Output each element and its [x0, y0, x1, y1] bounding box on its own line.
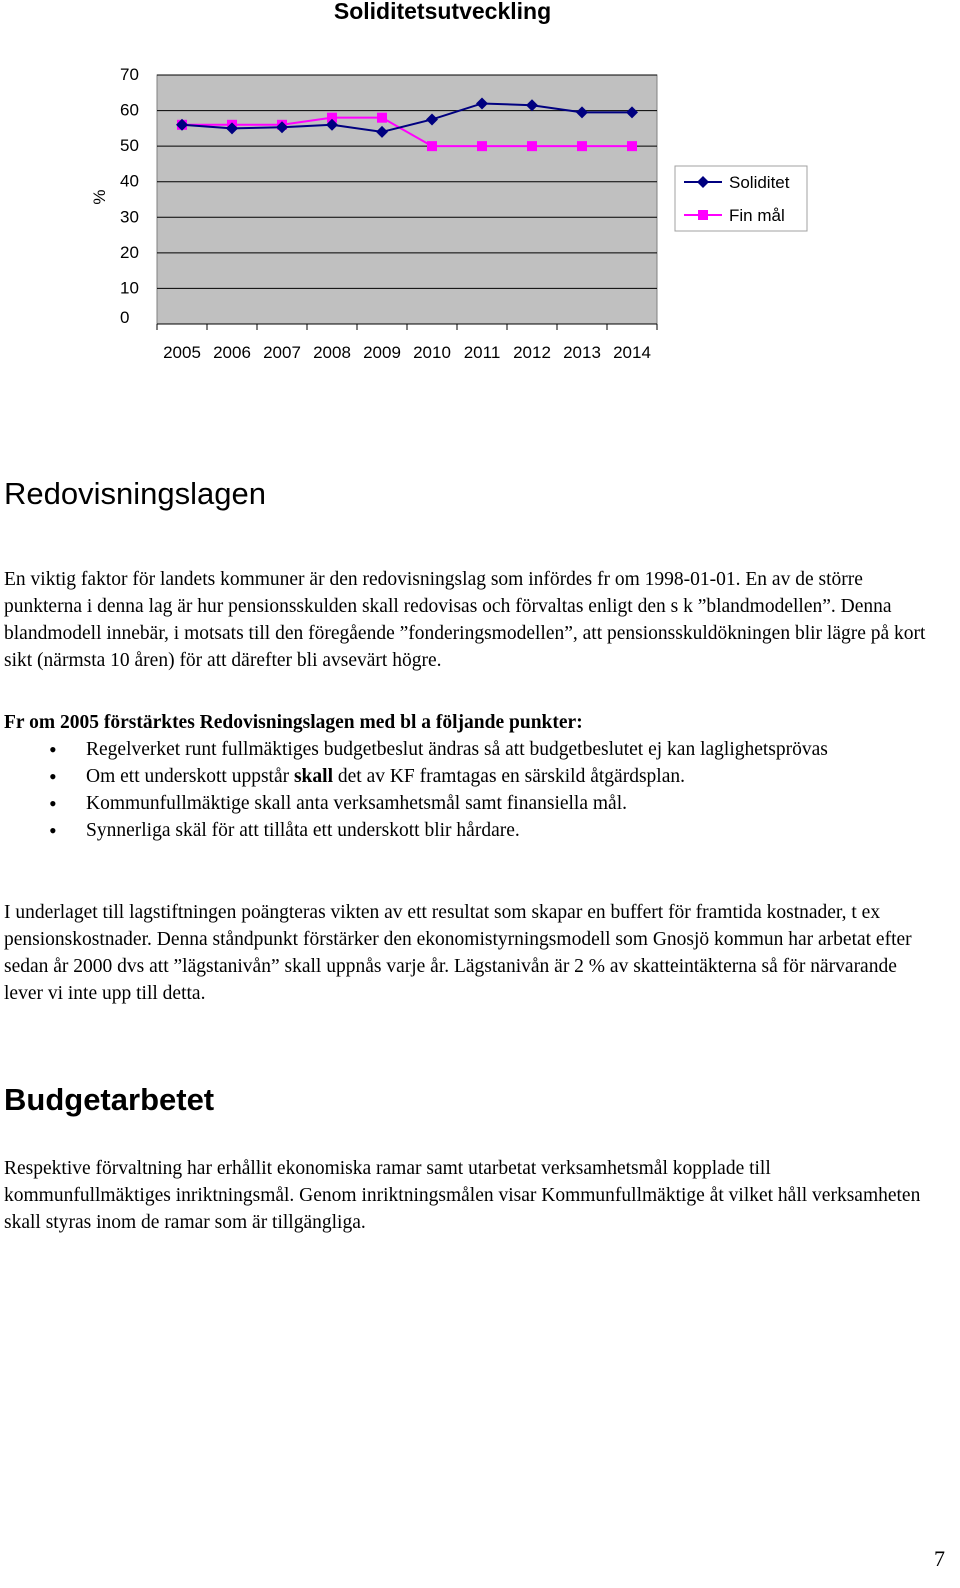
list-item	[4, 763, 934, 790]
data-point	[527, 141, 537, 151]
legend-marker	[698, 210, 708, 220]
x-tick-label: 2005	[163, 343, 201, 362]
y-tick-label: 0	[120, 308, 130, 327]
x-tick-label: 2007	[263, 343, 301, 362]
solidity-chart	[0, 40, 960, 380]
list-item-text: Kommunfullmäktige skall anta verksamhetsmål samt finansiella mål.	[86, 793, 627, 814]
y-tick-label: 10	[120, 278, 139, 298]
legend-label: Fin mål	[729, 206, 785, 225]
chart-title: Soliditetsutveckling	[333, 0, 552, 24]
data-point	[427, 141, 437, 151]
page-number: 7	[934, 1546, 945, 1571]
paragraph-redovisningslag: En viktig faktor för landets kommuner är den redovisningslag som infördes fr om 1998-01-01. En av de större punkterna i denna lag är hur pensionsskulden skall redovisas och förvaltas enligt den s k ”blandmodellen”. Denna blandmodell innebär, i motsats till den föregående ”fonderingsmodellen”, att pensionsskuldökningen blir lägre på kort sikt (närmsta 10 åren) för att därefter bli avsevärt högre.	[4, 569, 926, 671]
heading-redovisningslagen: Redovisningslagen	[4, 476, 266, 511]
y-tick-label: 40	[120, 171, 139, 191]
paragraph-list-intro: Fr om 2005 förstärktes Redovisningslagen med bl a följande punkter:	[4, 712, 583, 733]
list-item-text-bold: skall	[293, 766, 333, 787]
x-tick-label: 2013	[563, 343, 601, 362]
y-tick-label: 70	[120, 65, 139, 84]
x-tick-label: 2006	[213, 343, 251, 362]
y-tick-label: 20	[120, 242, 139, 262]
x-tick-label: 2008	[313, 343, 351, 362]
x-tick-label: 2012	[513, 343, 551, 362]
legend-label: Soliditet	[729, 173, 790, 192]
list-item	[4, 817, 934, 844]
y-tick-label: 30	[120, 207, 139, 227]
y-tick-label: 60	[120, 100, 139, 120]
x-tick-label: 2009	[363, 343, 401, 362]
paragraph-budget: Respektive förvaltning har erhållit ekonomiska ramar samt utarbetat verksamhetsmål kopplade till kommunfullmäktiges inriktningsmål. Genom inriktningsmålen visar Kommunfullmäktige åt vilket håll verksamheten skall styras inom de ramar som är tillgängliga.	[4, 1158, 921, 1233]
x-tick-label: 2011	[463, 343, 501, 362]
x-tick-label: 2010	[413, 343, 451, 362]
heading-budgetarbetet: Budgetarbetet	[4, 1082, 215, 1117]
list-item	[4, 736, 934, 763]
data-point	[627, 141, 637, 151]
y-axis-label: %	[90, 189, 109, 205]
list-item-text-a: Om ett underskott uppstår	[86, 766, 294, 787]
data-point	[377, 113, 387, 123]
x-tick-label: 2014	[613, 343, 651, 362]
list-item-text: Regelverket runt fullmäktiges budgetbeslut ändras så att budgetbeslutet ej kan laglighetsprövas	[86, 739, 828, 760]
data-point	[577, 141, 587, 151]
list-item-text: Synnerliga skäl för att tillåta ett underskott blir hårdare.	[86, 820, 520, 841]
list-item-text-c: det av KF framtagas en särskild åtgärdsplan.	[333, 766, 685, 787]
list-item	[4, 790, 934, 817]
y-tick-label: 50	[120, 136, 139, 156]
bullet-list	[4, 736, 934, 844]
data-point	[477, 141, 487, 151]
paragraph-buffert: I underlaget till lagstiftningen poängteras vikten av ett resultat som skapar en buffert för framtida kostnader, t ex pensionskostnader. Denna ståndpunkt förstärker den ekonomistyrningsmodell som Gnosjö kommun har arbetat efter sedan år 2000 dvs att ”lägstanivån” skall uppnås varje år. Lägstanivån är 2 % av skatteintäkterna så för närvarande lever vi inte upp till detta.	[4, 902, 912, 1004]
